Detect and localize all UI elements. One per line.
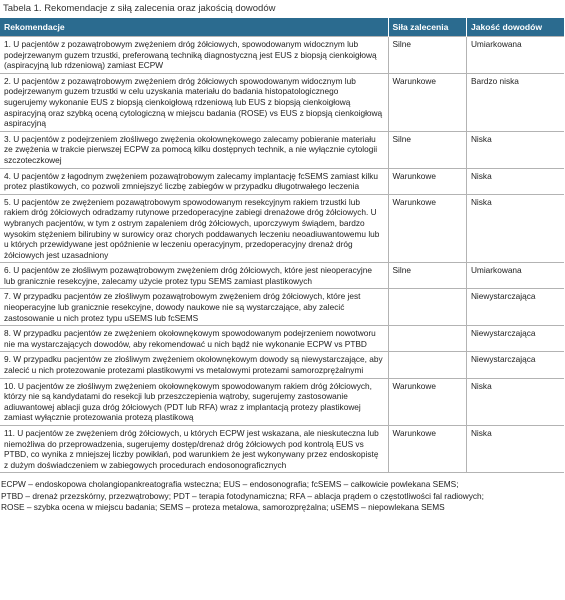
recommendation-cell: 3. U pacjentów z podejrzeniem złośliwego zwężenia okołownękowego zalecamy pobieranie materiału ze zwężenia w trakcie pierwszej ECPW za pomocą kilku dostępnych technik, a nie wyłącznie cytologii szczoteczkowej bbox=[0, 131, 388, 168]
recommendations-table bbox=[0, 18, 564, 473]
strength-cell bbox=[388, 289, 466, 326]
recommendation-cell: 6. U pacjentów ze złośliwym pozawątrobowym zwężeniem dróg żółciowych, które jest nieoperacyjne lub granicznie resekcyjne, zalecamy użycie protez typu SEMS zamiast plastikowych bbox=[0, 263, 388, 289]
recommendation-cell: 5. U pacjentów ze zwężeniem pozawątrobowym spowodowanym resekcyjnym rakiem trzustki lub rakiem dróg żółciowych odradzamy rutynowe przedoperacyjne zabiegi drenażowe dróg żółciowych. U wybranych pacjentów, w tym z ostrym zapaleniem dróg żółciowych, uporczywym świądem, bardzo wysokim stężeniem bilirubiny w surowicy oraz chorych poddawanych leczeniu neoadiuwantowemu lub u których przewidywane jest opóźnienie w leczeniu operacyjnym, przedoperacyjny drenaż dróg żółciowych jest uzasadniony bbox=[0, 194, 388, 263]
strength-cell: Silne bbox=[388, 37, 466, 74]
strength-cell: Silne bbox=[388, 131, 466, 168]
quality-cell: Niska bbox=[466, 378, 564, 425]
recommendation-cell: 1. U pacjentów z pozawątrobowym zwężeniem dróg żółciowych, spowodowanym widocznym lub podejrzewanym guzem trzustki, preferowaną techniką diagnostyczną jest EUS z biopsją cienkoigłową (aspiracyjną lub rdzeniową) zamiast ECPW bbox=[0, 37, 388, 74]
quality-cell: Niewystarczająca bbox=[466, 326, 564, 352]
quality-cell: Niska bbox=[466, 194, 564, 263]
header-recommendations: Rekomendacje bbox=[0, 18, 388, 37]
quality-cell: Niewystarczająca bbox=[466, 289, 564, 326]
strength-cell: Warunkowe bbox=[388, 378, 466, 425]
header-strength: Siła zalecenia bbox=[388, 18, 466, 37]
table-row bbox=[0, 73, 564, 131]
recommendation-cell: 10. U pacjentów ze złośliwym zwężeniem okołownękowym spowodowanym rakiem dróg żółciowych, którzy nie są kandydatami do resekcji lub przeszczepienia wątroby, sugerujemy zastosowanie adiuwantowej ablacji guza dróg żółciowych (PDT lub RFA) wraz z implantacją protezy plastikowej zamiast wyłącznie protezowania protezą plastikową bbox=[0, 378, 388, 425]
quality-cell: Niska bbox=[466, 168, 564, 194]
footnote-line: ROSE – szybka ocena w miejscu badania; SEMS – proteza metalowa, samorozprężalna; uSEMS – niepowlekana SEMS bbox=[1, 501, 445, 512]
recommendation-cell: 2. U pacjentów z pozawątrobowym zwężeniem dróg żółciowych spowodowanym widocznym lub podejrzewanym guzem trzustki w celu uzyskania materiału do badania histopatologicznego sugerujemy wykonanie EUS z biopsją cienkoigłową rdzeniową lub EUS z biopsją cienkoigłową aspiracyjną oraz szybką oceną cytologiczną w miejscu badania (ROSE) vs EUS z biopsją cienkoigłową aspiracyjną bbox=[0, 73, 388, 131]
table-body bbox=[0, 37, 564, 473]
abbreviations-footnote bbox=[0, 473, 565, 513]
table-row bbox=[0, 426, 564, 473]
recommendation-cell: 11. U pacjentów ze zwężeniem dróg żółciowych, u których ECPW jest wskazana, ale nieskuteczna lub niemożliwa do przeprowadzenia, sugerujemy dostęp/drenaż dróg żółciowych pod kontrolą EUS vs PTBD, co wynika z mniejszej liczby powikłań, pod warunkiem że jest wykonywany przez endoskopistę z dużym doświadczeniem w zabiegowych procedurach endosonograficznych bbox=[0, 426, 388, 473]
table-row bbox=[0, 131, 564, 168]
table-caption: Tabela 1. Rekomendacje z siłą zalecenia oraz jakością dowodów bbox=[3, 3, 276, 14]
table-row bbox=[0, 37, 564, 74]
strength-cell bbox=[388, 352, 466, 378]
table-row bbox=[0, 378, 564, 425]
recommendation-cell: 7. W przypadku pacjentów ze złośliwym pozawątrobowym zwężeniem dróg żółciowych, które jest nieoperacyjne lub granicznie resekcyjne, dowody naukowe nie są wystarczające, aby zalecić zastosowanie u nich protez typu uSEMS lub fcSEMS bbox=[0, 289, 388, 326]
quality-cell: Niewystarczająca bbox=[466, 352, 564, 378]
strength-cell: Silne bbox=[388, 263, 466, 289]
table-row bbox=[0, 326, 564, 352]
quality-cell: Umiarkowana bbox=[466, 263, 564, 289]
table-row bbox=[0, 194, 564, 263]
recommendation-cell: 9. W przypadku pacjentów ze złośliwym zwężeniem okołownękowym dowody są niewystarczające, aby zalecić u nich protezowanie protezami plastikowymi vs metalowymi protezami samorozprężalnymi bbox=[0, 352, 388, 378]
footnote-line: ECPW – endoskopowa cholangiopankreatografia wsteczna; EUS – endosonografia; fcSEMS – całkowicie powlekana SEMS; bbox=[1, 479, 459, 490]
table-row bbox=[0, 289, 564, 326]
quality-cell: Niska bbox=[466, 426, 564, 473]
footnote-line: PTBD – drenaż przezskórny, przezwątrobowy; PDT – terapia fotodynamiczna; RFA – ablacja prądem o częstotliwości fal radiowych; bbox=[1, 490, 484, 501]
strength-cell: Warunkowe bbox=[388, 73, 466, 131]
header-quality: Jakość dowodów bbox=[466, 18, 564, 37]
strength-cell: Warunkowe bbox=[388, 426, 466, 473]
recommendation-cell: 4. U pacjentów z łagodnym zwężeniem pozawątrobowym zalecamy implantację fcSEMS zamiast kilku protez plastikowych, co pozwoli zmniejszyć liczbę zabiegów w przypadku długotrwałego leczenia bbox=[0, 168, 388, 194]
table-row bbox=[0, 168, 564, 194]
table-row bbox=[0, 352, 564, 378]
strength-cell bbox=[388, 326, 466, 352]
quality-cell: Niska bbox=[466, 131, 564, 168]
quality-cell: Bardzo niska bbox=[466, 73, 564, 131]
recommendation-cell: 8. W przypadku pacjentów ze zwężeniem okołownękowym spowodowanym podejrzeniem nowotworu nie ma wystarczających dowodów, aby rekomendować u nich bądź nie wykonanie ECPW vs PTBD bbox=[0, 326, 388, 352]
strength-cell: Warunkowe bbox=[388, 194, 466, 263]
table-row bbox=[0, 263, 564, 289]
strength-cell: Warunkowe bbox=[388, 168, 466, 194]
table-header-row bbox=[0, 18, 564, 37]
quality-cell: Umiarkowana bbox=[466, 37, 564, 74]
